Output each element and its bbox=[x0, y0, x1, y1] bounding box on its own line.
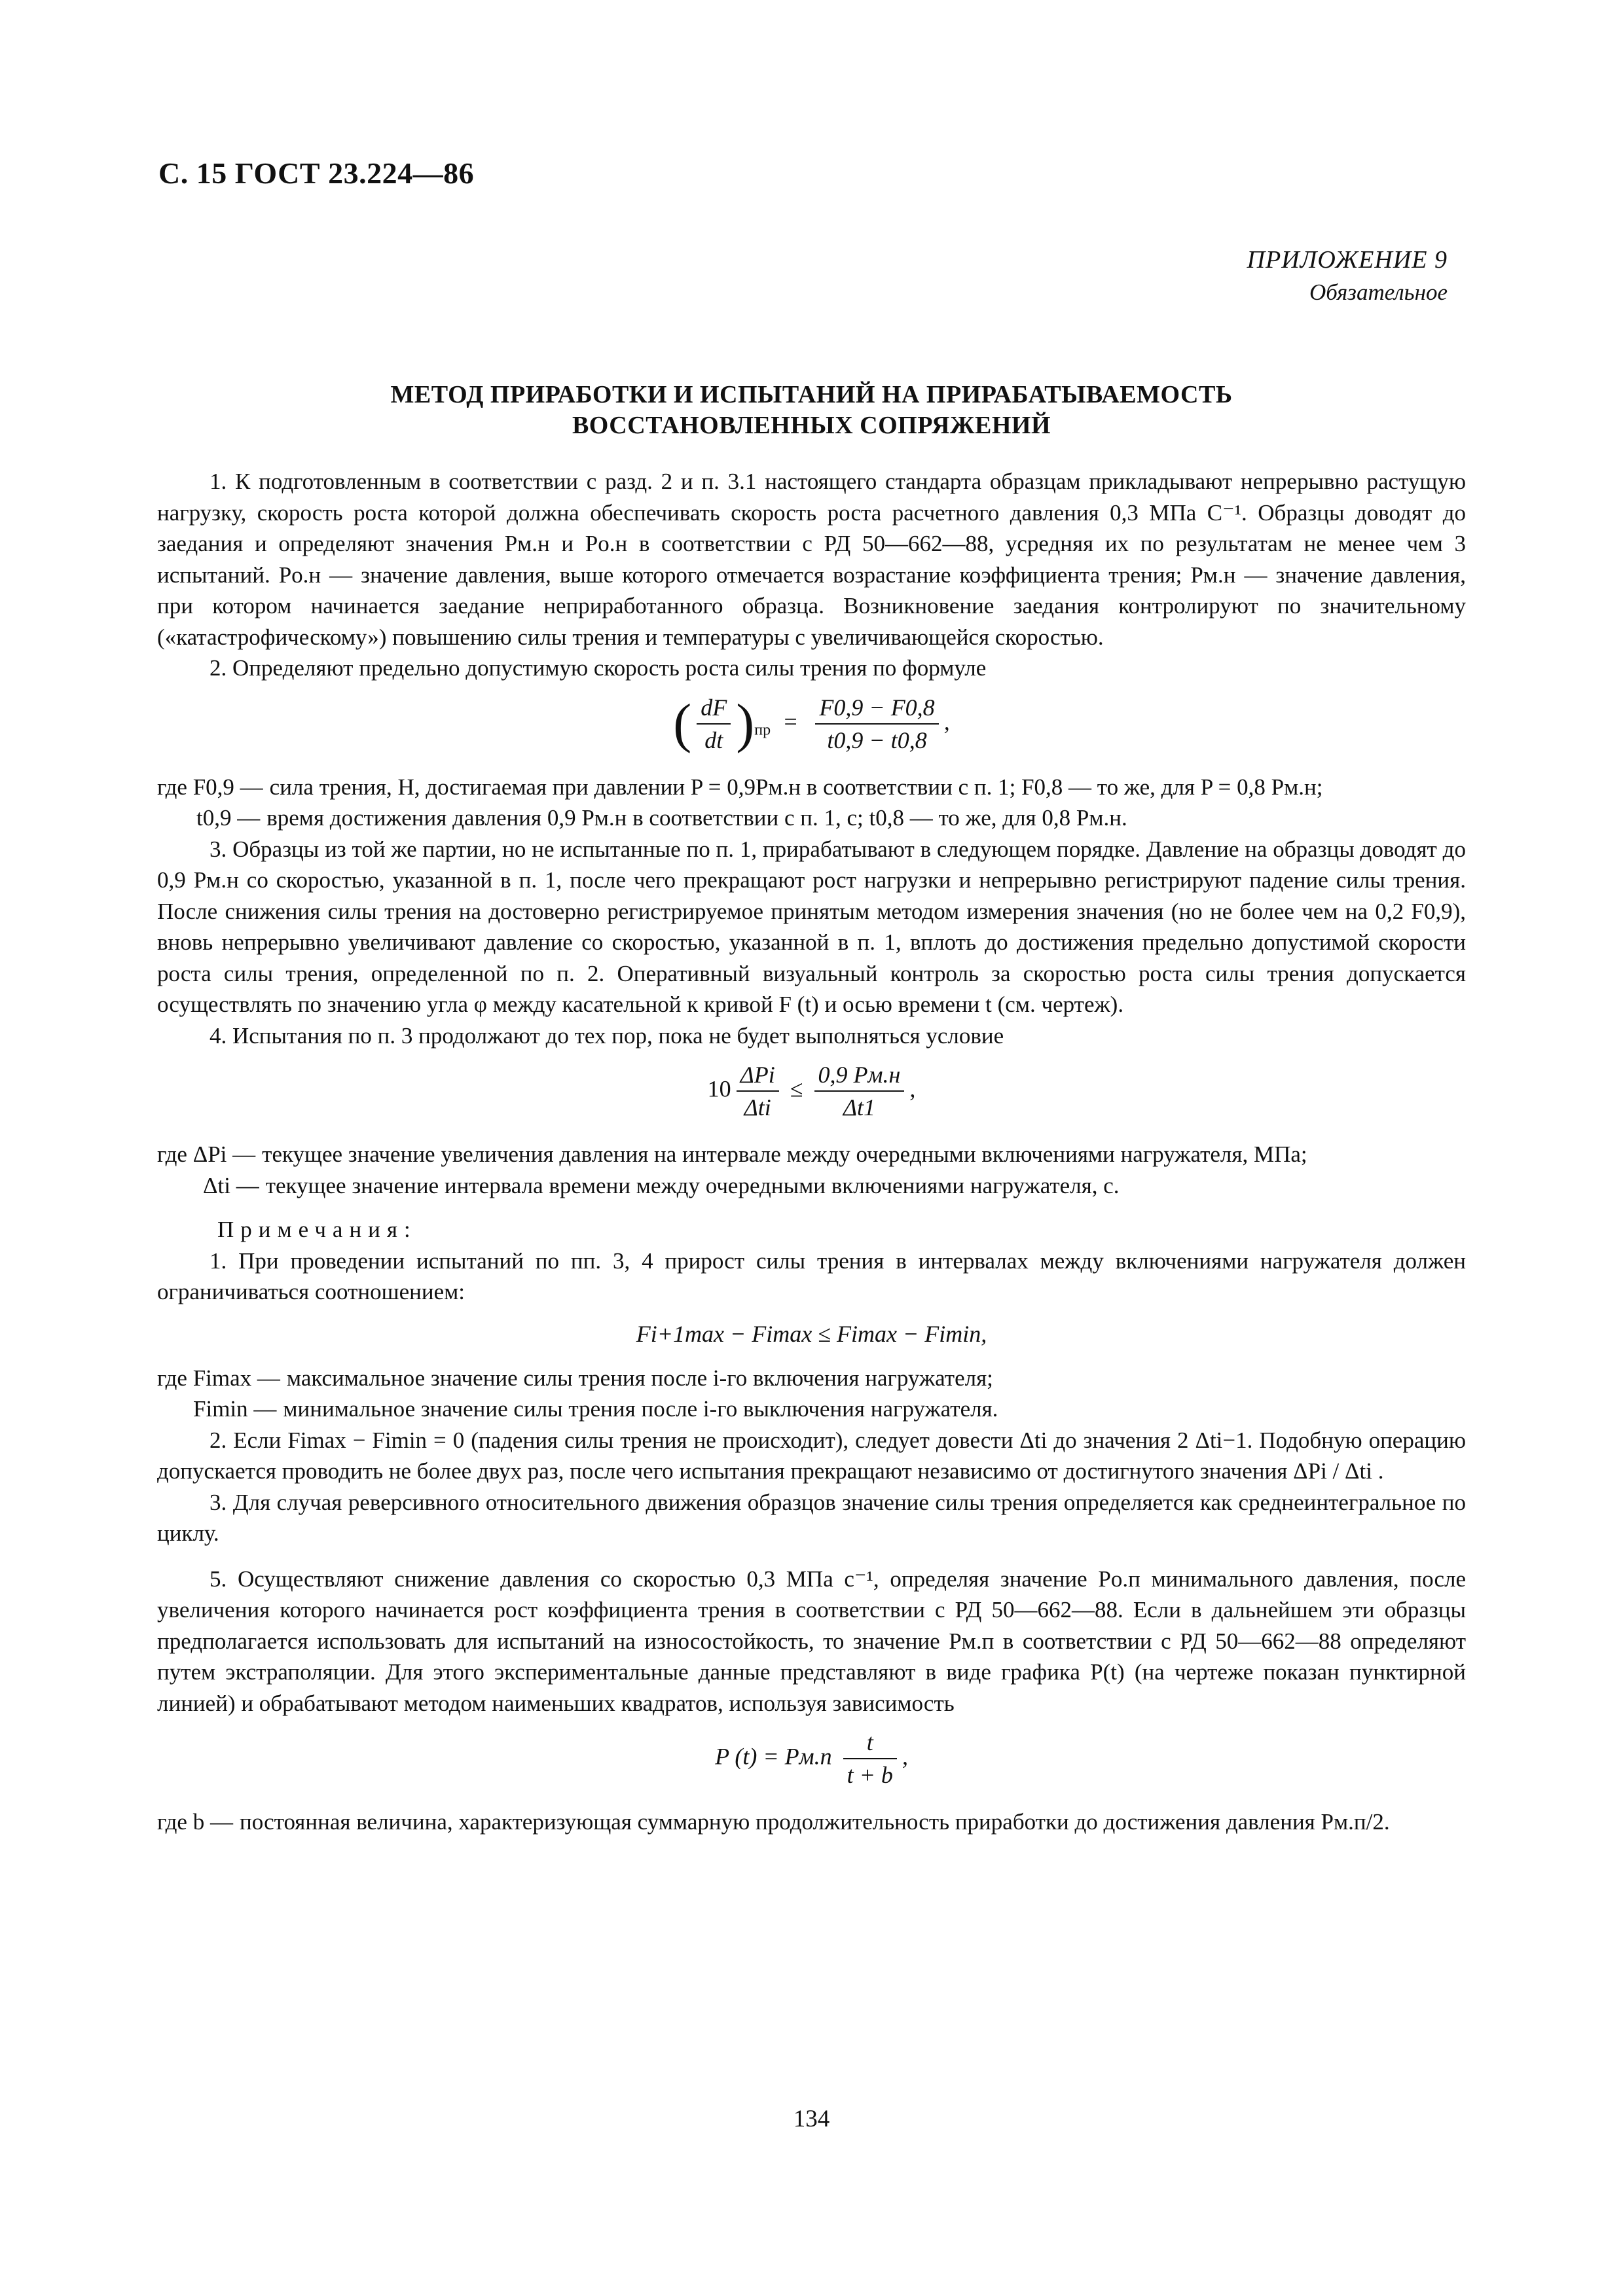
formula-friction-rate: ( $\frac{dF}{dt}$ )$_{пр}$ = $\frac{F0,9 - F0,8}{t0,9 - t0,8}$ , bbox=[673, 692, 950, 754]
where-symbol: где b — bbox=[157, 1809, 233, 1835]
where-symbol: Δti — bbox=[203, 1172, 259, 1198]
note-2: 2. Если Fimax − Fimin = 0 (падения силы трения не происходит), следует довести Δti до значения 2 Δti−1. Подобную операцию допускается проводить не более двух раз, после чего испытания прекращают независимо от достигнутого значения ΔPi / Δti . bbox=[157, 1427, 1466, 1484]
section-title-line-1: МЕТОД ПРИРАБОТКИ И ИСПЫТАНИЙ НА ПРИРАБАТЫВАЕМОСТЬ bbox=[390, 381, 1233, 408]
note-1: 1. При проведении испытаний по пп. 3, 4 прирост силы трения в интервалах между включениями нагружателя должен ограничиваться соотношением: bbox=[157, 1247, 1466, 1304]
formula-4-denominator: t + b bbox=[847, 1762, 893, 1788]
formula-2-coefficient: 10 bbox=[707, 1075, 731, 1102]
where-symbol: где ΔPi — bbox=[157, 1141, 256, 1167]
appendix-status: Обязательное bbox=[1309, 279, 1448, 305]
paragraph-3: 3. Образцы из той же партии, но не испытанные по п. 1, прирабатывают в следующем порядке. Давление на образцы доводят до 0,9 Pм.н со скоростью, указанной в п. 1, после чего прекращают рост нагрузки и непрерывно регистрируют падение силы трения. После снижения силы трения на достоверно регистрируемое принятым методом измерения значения (но не более чем на 0,2 F0,9), вновь непрерывно увеличивают давление со скоростью, указанной в п. 1, вплоть до достижения предельно допустимой скорости роста силы трения, определенной по п. 2. Оперативный визуальный контроль за скоростью роста силы трения допускается осуществлять по значению угла φ между касательной к кривой F (t) и осью времени t (см. чертеж). bbox=[157, 836, 1466, 1017]
where-symbol: Fimin — bbox=[193, 1396, 277, 1422]
where-description: максимальное значение силы трения после i-го включения нагружателя; bbox=[286, 1365, 993, 1391]
formula-friction-increment bbox=[157, 1317, 1466, 1356]
formula-3: Fi+1max − Fimax ≤ Fimax − Fimin, bbox=[636, 1320, 987, 1347]
where-description: текущее значение интервала времени между очередными включениями нагружателя, с. bbox=[265, 1172, 1120, 1198]
document-body bbox=[157, 466, 1466, 1838]
appendix-title: ПРИЛОЖЕНИЕ 9 bbox=[1247, 246, 1448, 274]
where-description: постоянная величина, характеризующая суммарную продолжительность приработки до достижения давления Pм.п/2. bbox=[239, 1809, 1390, 1835]
notes-heading: Примечания: bbox=[217, 1217, 417, 1242]
formula-2-numerator-1: ΔPi bbox=[737, 1060, 779, 1092]
page-number: 134 bbox=[793, 2106, 830, 2132]
formula-2-denominator-1: Δti bbox=[744, 1094, 771, 1121]
formula-2-tail: , bbox=[909, 1075, 916, 1102]
where-list-4 bbox=[157, 1806, 1466, 1838]
formula-1-rhs-denominator: t0,9 − t0,8 bbox=[827, 726, 927, 753]
document-header-code: С. 15 ГОСТ 23.224—86 bbox=[158, 156, 475, 190]
formula-1-lhs-denominator: dt bbox=[704, 726, 723, 753]
formula-2-denominator-2: Δt1 bbox=[843, 1094, 876, 1121]
formula-1-lhs-subscript: пр bbox=[754, 721, 771, 738]
paragraph-2: 2. Определяют предельно допустимую скорость роста силы трения по формуле bbox=[210, 655, 987, 681]
formula-4-tail: , bbox=[902, 1743, 908, 1770]
where-symbol: где Fimax — bbox=[157, 1365, 280, 1391]
appendix-label bbox=[1247, 243, 1448, 309]
where-description: время достижения давления 0,9 Pм.н в соответствии с п. 1, с; t0,8 — то же, для 0,8 Pм.н. bbox=[266, 805, 1127, 831]
formula-extrapolation bbox=[157, 1728, 1466, 1800]
formula-2-operator: ≤ bbox=[790, 1075, 803, 1102]
section-title-line-2: ВОССТАНОВЛЕННЫХ СОПРЯЖЕНИЙ bbox=[572, 412, 1051, 439]
paragraph-1: 1. К подготовленным в соответствии с разд. 2 и п. 3.1 настоящего стандарта образцам прикладывают непрерывно растущую нагрузку, скорость роста которой должна обеспечивать скорость роста расчетного давления 0,3 МПа С⁻¹. Образцы доводят до заедания и определяют значения Pм.н и Pо.н в соответствии с РД 50—662—88, усредняя их по результатам не менее чем 3 испытаний. Pо.н — значение давления, выше которого отмечается возрастание коэффициента трения; Pм.н — значение давления, при котором начинается заедание неприработанного образца. Возникновение заедания контролируют по значительному («катастрофическому») повышению силы трения и температуры с увеличивающейся скоростью. bbox=[157, 469, 1466, 650]
where-list-3 bbox=[157, 1363, 1466, 1425]
formula-4-lhs: P (t) = Pм.п bbox=[715, 1743, 832, 1770]
where-symbol: где F0,9 — bbox=[157, 774, 263, 800]
where-description: минимальное значение силы трения после i-го выключения нагружателя. bbox=[283, 1396, 998, 1422]
where-description: текущее значение увеличения давления на интервале между очередными включениями нагружателя, МПа; bbox=[262, 1141, 1307, 1167]
formula-4-numerator: t bbox=[843, 1728, 897, 1759]
section-title bbox=[157, 380, 1466, 441]
formula-1-tail: , bbox=[943, 708, 950, 734]
paragraph-5: 5. Осуществляют снижение давления со скоростью 0,3 МПа с⁻¹, определяя значение Pо.п минимального давления, после увеличения которого начинается рост коэффициента трения в соответствии с РД 50—662—88. Если в дальнейшем эти образцы предполагается использовать для испытаний на износостойкость, то значение Pм.п в соответствии с РД 50—662—88 определяют путем экстраполяции. Для этого экспериментальные данные представляют в виде графика P(t) (на чертеже показан пунктирной линией) и обрабатывают методом наименьших квадратов, используя зависимость bbox=[157, 1566, 1466, 1716]
where-description: сила трения, Н, достигаемая при давлении P = 0,9Pм.н в соответствии с п. 1; F0,8 — то же, для P = 0,8 Pм.н; bbox=[269, 774, 1323, 800]
formula-2-numerator-2: 0,9 Pм.н bbox=[814, 1060, 905, 1092]
note-3: 3. Для случая реверсивного относительного движения образцов значение силы трения определяется как среднеинтегральное по циклу. bbox=[157, 1489, 1466, 1546]
formula-test-condition bbox=[157, 1060, 1466, 1132]
paragraph-4: 4. Испытания по п. 3 продолжают до тех пор, пока не будет выполняться условие bbox=[210, 1022, 1004, 1049]
where-symbol: t0,9 — bbox=[196, 805, 261, 831]
where-list-2 bbox=[157, 1139, 1466, 1201]
where-list-1 bbox=[157, 772, 1466, 834]
formula-1-rhs-numerator: F0,9 − F0,8 bbox=[815, 693, 938, 725]
formula-1-lhs-numerator: dF bbox=[697, 693, 731, 725]
